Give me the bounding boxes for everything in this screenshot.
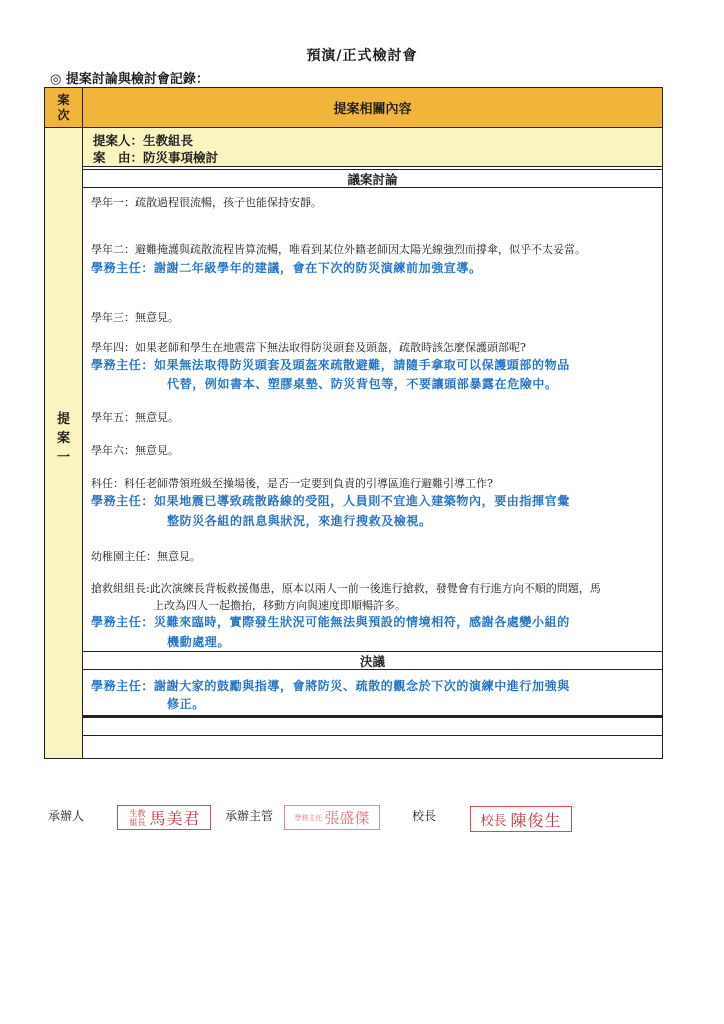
proposal-info — [83, 128, 662, 167]
principal-stamp-name: 陳俊生 — [510, 810, 562, 830]
subject-teacher-comment: 科任：科任老師帶領班級至操場後，是否一定要到負責的引導區進行避難引導工作? — [91, 477, 493, 490]
supervisor-stamp-name: 張盛傑 — [324, 809, 370, 827]
label-char-3: 一 — [56, 450, 70, 465]
grade5-comment: 學年五：無意見。 — [91, 411, 179, 424]
grade1-comment: 學年一：疏散過程很流暢，孩子也能保持安靜。 — [91, 196, 322, 209]
grade2-reply: 學務主任：謝謝二年級學年的建議，會在下次的防災演練前加強宣導。 — [91, 261, 482, 275]
principal-stamp — [470, 806, 572, 832]
rescue-comment-line2: 上改為四人一起擔抬，移動方向與速度即順暢許多。 — [153, 599, 406, 612]
rescue-reply-line1: 學務主任：災難來臨時，實際發生狀況可能無法與預設的情境相符，感謝各處變小組的 — [91, 615, 570, 629]
subject-teacher-reply-line2: 整防災各組的訊息與狀況，來進行搜救及檢視。 — [167, 514, 432, 528]
handler-stamp-name: 馬美君 — [149, 809, 201, 828]
handler-label: 承辦人 — [48, 809, 85, 823]
subject-line: 案 由：防災事項檢討 — [93, 150, 219, 165]
case-number-column — [45, 88, 83, 758]
divider — [83, 735, 662, 736]
resolution-line1: 學務主任：謝謝大家的鼓勵與指導，會將防災、疏散的觀念於下次的演練中進行加強與 — [91, 679, 570, 693]
divider — [83, 169, 662, 170]
page-title: 預演/正式檢討會 — [306, 48, 418, 64]
case-header-char-1: 案 — [57, 92, 70, 107]
grade2-comment: 學年二：避難掩護與疏散流程皆算流暢，唯看到某位外籍老師因太陽光線強烈而撐傘，似乎不太妥當。 — [91, 243, 586, 256]
principal-label: 校長 — [412, 809, 437, 823]
kindergarten-comment: 幼稚園主任：無意見。 — [91, 550, 201, 563]
proposer-line: 提案人：生教組長 — [93, 133, 194, 148]
supervisor-label: 承辦主管 — [225, 809, 274, 823]
grade3-comment: 學年三：無意見。 — [91, 311, 179, 324]
proposal-one-label — [45, 410, 82, 467]
subject-teacher-reply-line1: 學務主任：如果地震已導致疏散路線的受阻，人員則不宜進入建築物內，要由指揮官彙 — [91, 494, 570, 508]
discussion-header: 議案討論 — [83, 170, 662, 188]
handler-stamp — [117, 805, 211, 830]
supervisor-stamp — [284, 805, 380, 830]
label-char-2: 案 — [56, 431, 70, 446]
grade6-comment: 學年六：無意見。 — [91, 444, 179, 457]
case-header-char-2: 次 — [57, 107, 70, 122]
rescue-comment-line1: 搶救組組長:此次演練長背板救援傷患，原本以兩人一前一後進行搶救，發覺會有行進方向不順的問題，馬 — [91, 582, 601, 595]
supervisor-stamp-title: 學務主任 — [294, 813, 323, 822]
case-number-header — [45, 88, 82, 128]
resolution-line2: 修正。 — [167, 697, 205, 711]
rescue-reply-line2: 機動處理。 — [167, 635, 231, 649]
principal-stamp-title: 校長 — [480, 813, 507, 829]
proposal-content-header: 提案相關內容 — [83, 88, 662, 128]
grade4-reply-line2: 代替，例如書本、塑膠桌墊、防災背包等，不要讓頭部暴露在危險中。 — [167, 377, 558, 391]
section-subtitle: ◎ 提案討論與檢討會記錄： — [50, 72, 209, 87]
divider — [83, 715, 662, 718]
handler-stamp-title: 生教組長 — [129, 808, 146, 827]
label-char-1: 提 — [56, 412, 70, 427]
grade4-reply-line1: 學務主任：如果無法取得防災頭套及頭盔來疏散避難，請隨手拿取可以保護頭部的物品 — [91, 358, 570, 372]
resolution-header: 決議 — [83, 652, 662, 670]
record-table — [44, 87, 663, 759]
grade4-comment: 學年四：如果老師和學生在地震當下無法取得防災頭套及頭盔，疏散時該怎麼保護頭部呢? — [91, 341, 526, 354]
